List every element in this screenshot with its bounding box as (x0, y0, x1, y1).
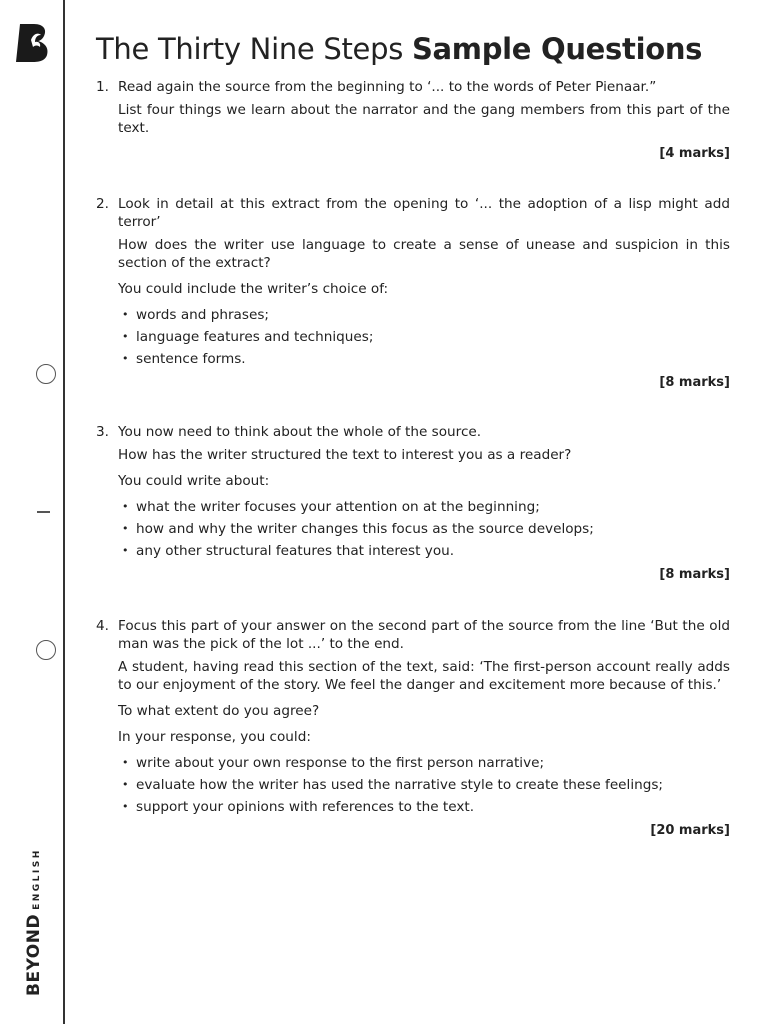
brand-name: BEYOND (24, 913, 44, 996)
fold-mark (37, 511, 50, 513)
marks-label: [8 marks] (659, 567, 730, 582)
question-number: 4. (96, 618, 109, 634)
question-body (118, 617, 730, 840)
bullet-list (118, 498, 730, 560)
question-number: 3. (96, 424, 109, 440)
list-item: • words and phrases; (118, 306, 730, 324)
question-text: List four things we learn about the narrator and the gang members from this part of the text. (118, 102, 730, 136)
title-bold: Sample Questions (411, 32, 703, 66)
question-text: Look in detail at this extract from the opening to ‘... the adoption of a lisp might add terror’ (118, 196, 730, 230)
question-body (118, 195, 730, 392)
question-text: Focus this part of your answer on the second part of the source from the line ‘But the old man was the pick of the lot ...’ to the end. (118, 618, 730, 652)
content (96, 32, 730, 840)
question-body (118, 423, 730, 584)
list-item: • what the writer focuses your attention on at the beginning; (118, 498, 730, 516)
title-regular: The Thirty Nine Steps (96, 32, 404, 66)
question-text: How does the writer use language to create a sense of unease and suspicion in this section of the extract? (118, 237, 730, 271)
question-2 (96, 195, 730, 392)
list-item: • evaluate how the writer has used the narrative style to create these feelings; (118, 776, 730, 794)
question-text: You could include the writer’s choice of: (118, 281, 389, 297)
brand-sub: ENGLISH (32, 848, 42, 910)
question-text: A student, having read this section of the text, said: ‘The first-person account really adds to our enjoyment of the story. We feel the danger and excitement more because of this.’ (118, 659, 730, 693)
beyond-logo-icon (14, 22, 52, 64)
list-item: • write about your own response to the first person narrative; (118, 754, 730, 772)
marks-label: [4 marks] (659, 146, 730, 161)
list-item: • any other structural features that interest you. (118, 542, 730, 560)
bullet-list (118, 306, 730, 368)
marks-label: [8 marks] (659, 375, 730, 390)
list-item: • how and why the writer changes this focus as the source develops; (118, 520, 730, 538)
question-text: How has the writer structured the text to interest you as a reader? (118, 447, 572, 463)
list-item: • support your opinions with references to the text. (118, 798, 730, 816)
question-number: 2. (96, 196, 109, 212)
question-3 (96, 423, 730, 584)
question-1 (96, 78, 730, 163)
bullet-list (118, 754, 730, 816)
list-item: • language features and techniques; (118, 328, 730, 346)
punch-hole-bottom (36, 640, 56, 660)
brand-vertical (24, 848, 44, 996)
question-body (118, 78, 730, 163)
question-text: You could write about: (118, 473, 270, 489)
question-4 (96, 617, 730, 840)
page-title (96, 32, 730, 66)
question-text: To what extent do you agree? (118, 703, 320, 719)
question-text: You now need to think about the whole of the source. (118, 424, 482, 440)
punch-hole-top (36, 364, 56, 384)
margin-line (63, 0, 65, 1024)
question-text: Read again the source from the beginning to ‘... to the words of Peter Pienaar.” (118, 79, 657, 95)
question-number: 1. (96, 79, 109, 95)
list-item: • sentence forms. (118, 350, 730, 368)
question-text: In your response, you could: (118, 729, 311, 745)
marks-label: [20 marks] (650, 823, 730, 838)
